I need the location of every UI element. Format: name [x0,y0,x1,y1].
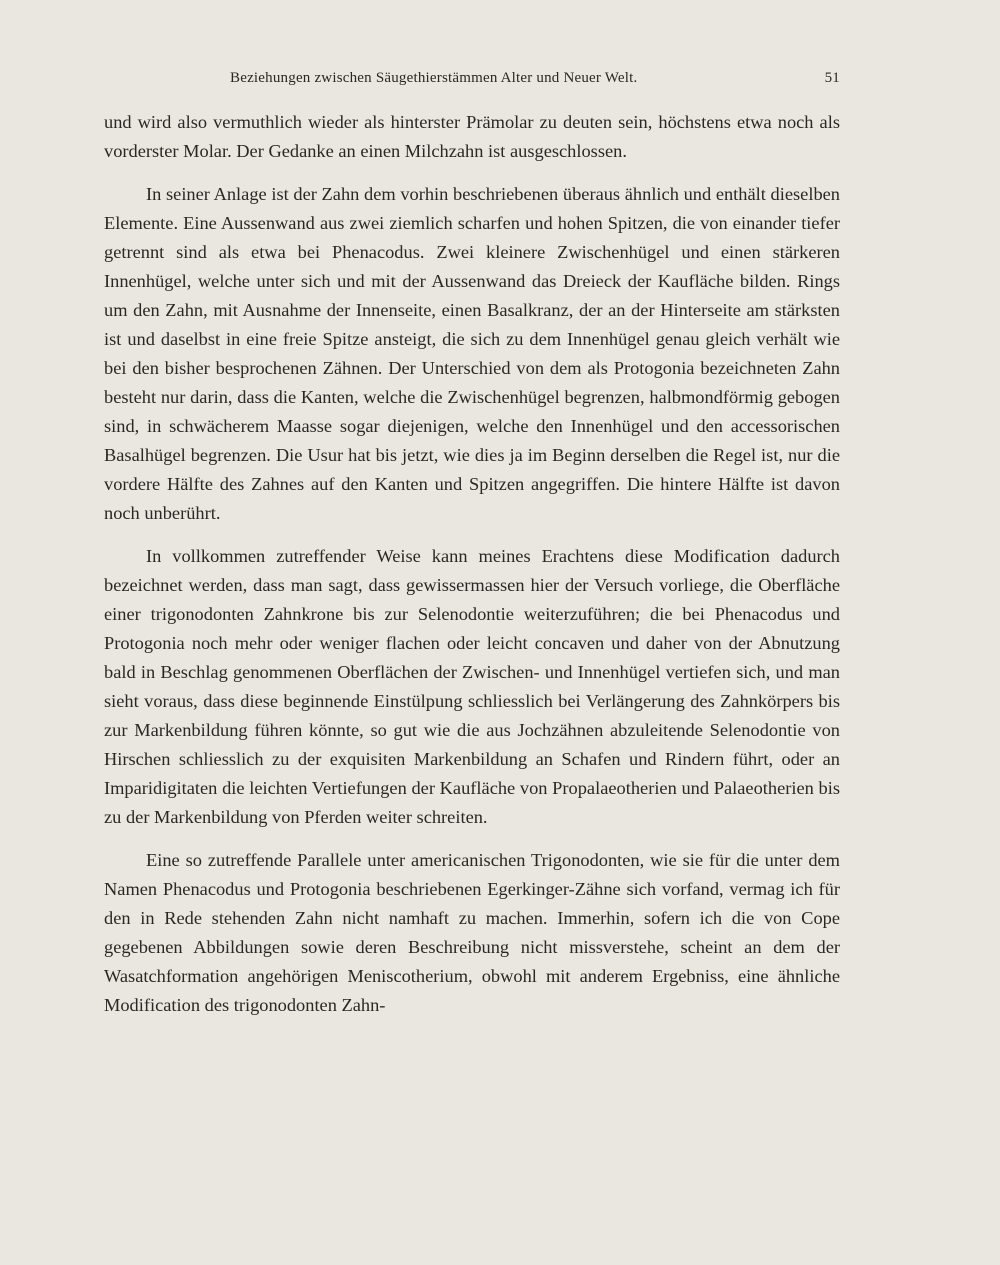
running-title: Beziehungen zwischen Säugethierstämmen Alter und Neuer Welt. [230,70,638,86]
paragraph: In seiner Anlage ist der Zahn dem vorhin beschriebenen überaus ähnlich und enthält dieselben Elemente. Eine Aussenwand aus zwei ziemlich scharfen und hohen Spitzen, die von einander tiefer getrennt sind als etwa bei Phenacodus. Zwei kleinere Zwischenhügel und einen stärkeren Innenhügel, welche unter sich und mit der Aussenwand das Dreieck der Kaufläche bilden. Rings um den Zahn, mit Ausnahme der Innenseite, einen Basalkranz, der an der Hinterseite am stärksten ist und daselbst in eine freie Spitze ansteigt, die sich zu dem Innenhügel genau gleich verhält wie bei den bisher besprochenen Zähnen. Der Unterschied von dem als Protogonia bezeichneten Zahn besteht nur darin, dass die Kanten, welche die Zwischenhügel begrenzen, halbmondförmig gebogen sind, in schwächerem Maasse sogar diejenigen, welche den Innenhügel und den accessorischen Basalhügel begrenzen. Die Usur hat bis jetzt, wie dies ja im Beginn derselben die Regel ist, nur die vordere Hälfte des Zahnes auf den Kanten und Spitzen angegriffen. Die hintere Hälfte ist davon noch unberührt. [104,184,840,523]
paragraph: Eine so zutreffende Parallele unter americanischen Trigonodonten, wie sie für die unter dem Namen Phenacodus und Protogonia beschriebenen Egerkinger-Zähne sich vorfand, vermag ich für den in Rede stehenden Zahn nicht namhaft zu machen. Immerhin, sofern ich die von Cope gegebenen Abbildungen sowie deren Beschreibung nicht missverstehe, scheint an dem der Wasatchformation angehörigen Meniscotherium, obwohl mit anderem Ergebniss, eine ähnliche Modification des trigonodonten Zahn- [104,850,840,1015]
paragraph: In vollkommen zutreffender Weise kann meines Erachtens diese Modification dadurch bezeichnet werden, dass man sagt, dass gewissermassen hier der Versuch vorliege, die Oberfläche einer trigonodonten Zahnkrone bis zur Selenodontie weiterzuführen; die bei Phenacodus und Protogonia noch mehr oder weniger flachen oder leicht concaven und daher von der Abnutzung bald in Beschlag genommenen Oberflächen der Zwischen- und Innenhügel vertiefen sich, und man sieht voraus, dass diese beginnende Einstülpung schliesslich bei Verlängerung des Zahnkörpers bis zur Markenbildung führen könnte, so gut wie die aus Jochzähnen abzuleitende Selenodontie von Hirschen schliesslich zu der exquisiten Markenbildung an Schafen und Rindern führt, oder an Imparidigitaten die leichten Vertiefungen der Kaufläche von Propalaeotherien und Palaeotherien bis zu der Markenbildung von Pferden weiter schreiten. [104,546,840,827]
paragraph-continuation: und wird also vermuthlich wieder als hinterster Prämolar zu deuten sein, höchstens etwa noch als vorderster Molar. Der Gedanke an einen Milchzahn ist ausgeschlossen. [104,112,840,161]
running-header [104,70,840,94]
page-number: 51 [824,70,840,86]
body-text [104,108,840,1020]
